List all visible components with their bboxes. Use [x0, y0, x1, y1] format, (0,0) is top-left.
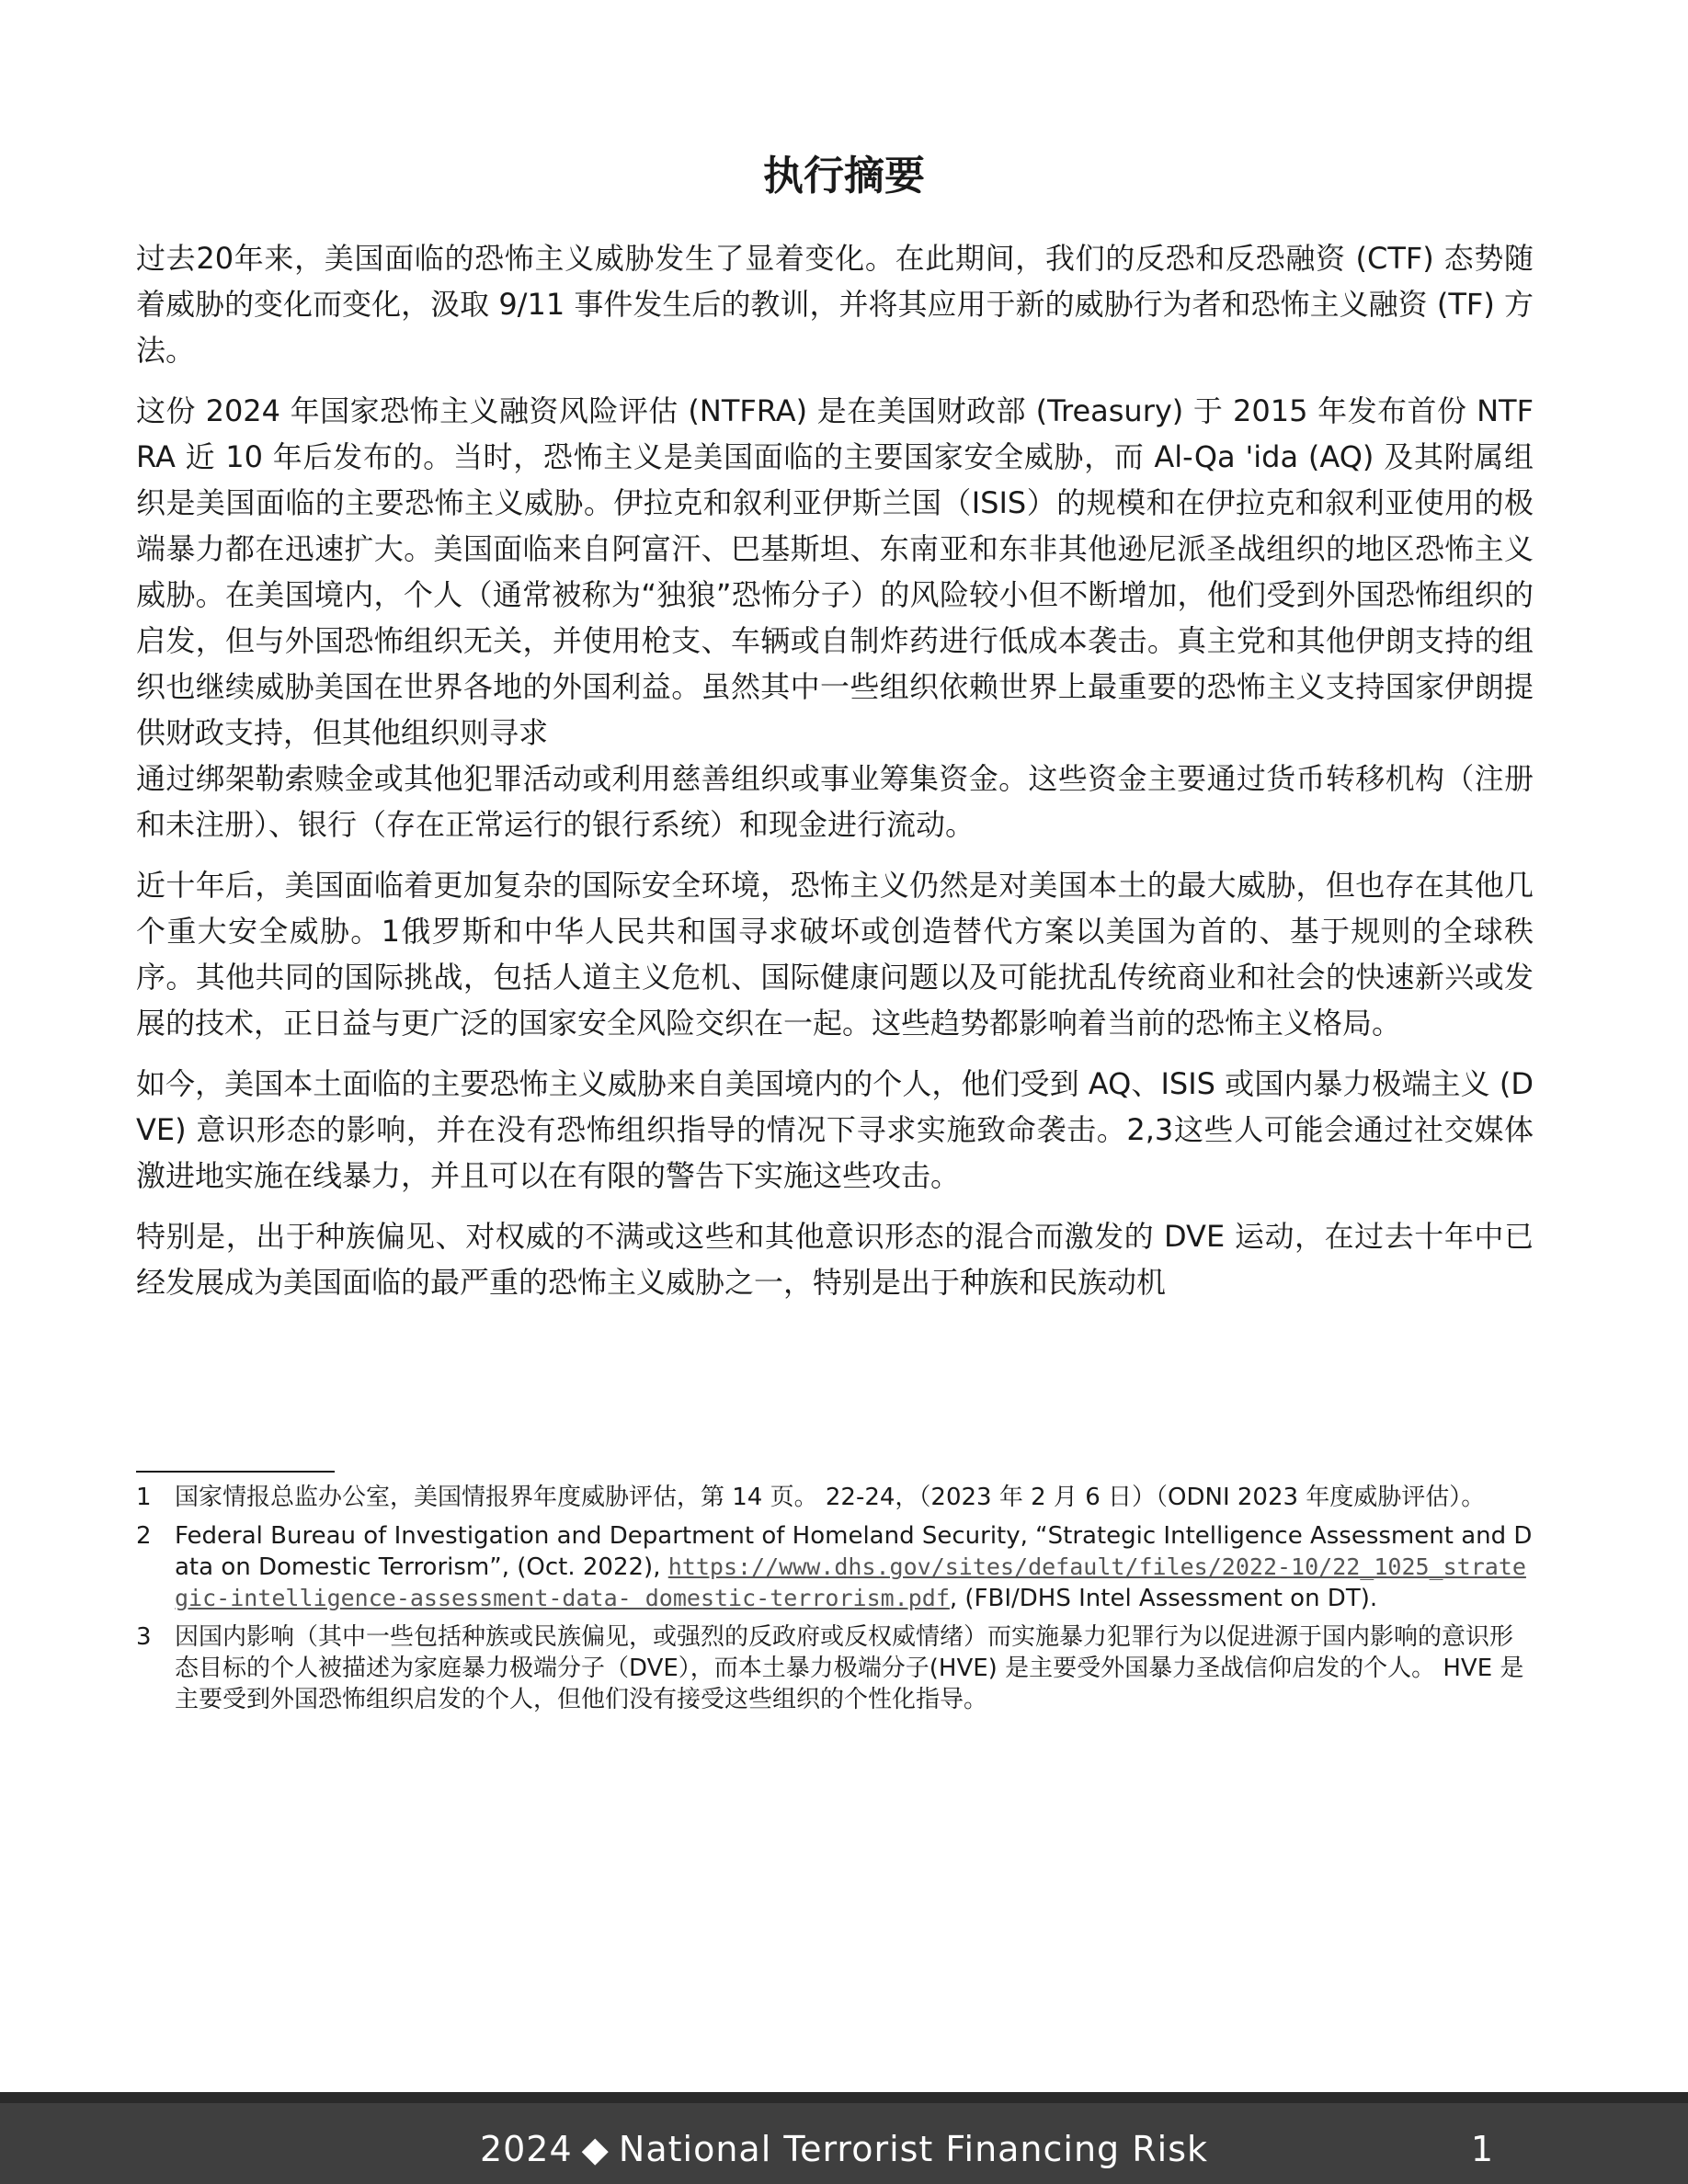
paragraph-2: 这份 2024 年国家恐怖主义融资风险评估 (NTFRA) 是在美国财政部 (Treasury) 于 2015 年发布首份 NTFRA 近 10 年后发布的。当时，恐怖主义是美国面临的主要国家安全威胁，而 Al-Qa 'ida (AQ) 及其附属组织是美国面临的主要恐怖主义威胁。伊拉克和叙利亚伊斯兰国（ISIS）的规模和在伊拉克和叙利亚使用的极端暴力都在迅速扩大。美国面临来自阿富汗、巴基斯坦、东南亚和东非其他逊尼派圣战组织的地区恐怖主义威胁。在美国境内，个人（通常被称为“独狼”恐怖分子）的风险较小但不断增加，他们受到外国恐怖组织的启发，但与外国恐怖组织无关，并使用枪支、车辆或自制炸药进行低成本袭击。真主党和其他伊朗支持的组织也继续威胁美国在世界各地的外国利益。虽然其中一些组织依赖世界上最重要的恐怖主义支持国家伊朗提供财政支持，但其他组织则寻求 — [136, 393, 1534, 750]
page-number: 1 — [1470, 2129, 1493, 2169]
paragraph-3: 通过绑架勒索赎金或其他犯罪活动或利用慈善组织或事业筹集资金。这些资金主要通过货币转移机构（注册和未注册）、银行（存在正常运行的银行系统）和现金进行流动。 — [136, 761, 1534, 842]
footer-title — [0, 2125, 1688, 2173]
footnote-2 — [136, 1520, 1534, 1614]
footnote-link[interactable]: https://www.dhs.gov/sites/default/files/2022-10/22_1025_strategic-intelligence-assessment-data- domestic-terrorism.pdf — [175, 1553, 1526, 1611]
footnote-divider — [136, 1471, 335, 1473]
page-title: 执行摘要 — [763, 153, 925, 199]
paragraph-4: 近十年后，美国面临着更加复杂的国际安全环境，恐怖主义仍然是对美国本土的最大威胁，但也存在其他几个重大安全威胁。1俄罗斯和中华人民共和国寻求破坏或创造替代方案以美国为首的、基于规则的全球秩序。其他共同的国际挑战，包括人道主义危机、国际健康问题以及可能扰乱传统商业和社会的快速新兴或发展的技术，正日益与更广泛的国家安全风险交织在一起。这些趋势都影响着当前的恐怖主义格局。 — [136, 868, 1534, 1041]
footnote-number: 3 — [136, 1623, 152, 1651]
footnote-text: 因国内影响（其中一些包括种族或民族偏见，或强烈的反政府或反权威情绪）而实施暴力犯罪行为以促进源于国内影响的意识形态目标的个人被描述为家庭暴力极端分子（DVE），而本土暴力极端分子(HVE) 是主要受外国暴力圣战信仰启发的个人。 HVE 是主要受到外国恐怖组织启发的个人，但他们没有接受这些组织的个性化指导。 — [175, 1623, 1524, 1713]
footer-year: 2024 — [479, 2129, 573, 2169]
body-text — [136, 235, 1534, 1320]
footnote-number: 1 — [136, 1484, 152, 1511]
footer-report-title: National Terrorist Financing Risk — [618, 2129, 1209, 2169]
footnote-1 — [136, 1482, 1534, 1513]
footnote-number: 2 — [136, 1522, 152, 1550]
footnote-text-before: Federal Bureau of Investigation and Department of Homeland Security, “Strategic Intelligence Assessment and Data on Domestic Terrorism”, (Oct. 2022), — [175, 1522, 1533, 1581]
footnote-text: 国家情报总监办公室，美国情报界年度威胁评估，第 14 页。 22-24，（2023 年 2 月 6 日）（ODNI 2023 年度威胁评估）。 — [175, 1484, 1486, 1511]
paragraph-6: 特别是，出于种族偏见、对权威的不满或这些和其他意识形态的混合而激发的 DVE 运动，在过去十年中已经发展成为美国面临的最严重的恐怖主义威胁之一，特别是出于种族和民族动机 — [136, 1219, 1534, 1300]
paragraph-5: 如今，美国本土面临的主要恐怖主义威胁来自美国境内的个人，他们受到 AQ、ISIS 或国内暴力极端主义 (DVE) 意识形态的影响，并在没有恐怖组织指导的情况下寻求实施致命袭击。2,3这些人可能会通过社交媒体激进地实施在线暴力，并且可以在有限的警告下实施这些攻击。 — [136, 1066, 1534, 1193]
footnote-text — [175, 1520, 1534, 1614]
footnotes — [136, 1482, 1534, 1723]
diamond-icon: ◆ — [581, 2129, 610, 2169]
paragraph-1: 过去20年来，美国面临的恐怖主义威胁发生了显着变化。在此期间，我们的反恐和反恐融资 (CTF) 态势随着威胁的变化而变化，汲取 9/11 事件发生后的教训，并将其应用于新的威胁行为者和恐怖主义融资 (TF) 方法。 — [136, 241, 1534, 368]
footnote-3 — [136, 1621, 1534, 1715]
footer-bar — [0, 2092, 1688, 2184]
footnote-text-after: , (FBI/DHS Intel Assessment on DT). — [949, 1585, 1378, 1612]
